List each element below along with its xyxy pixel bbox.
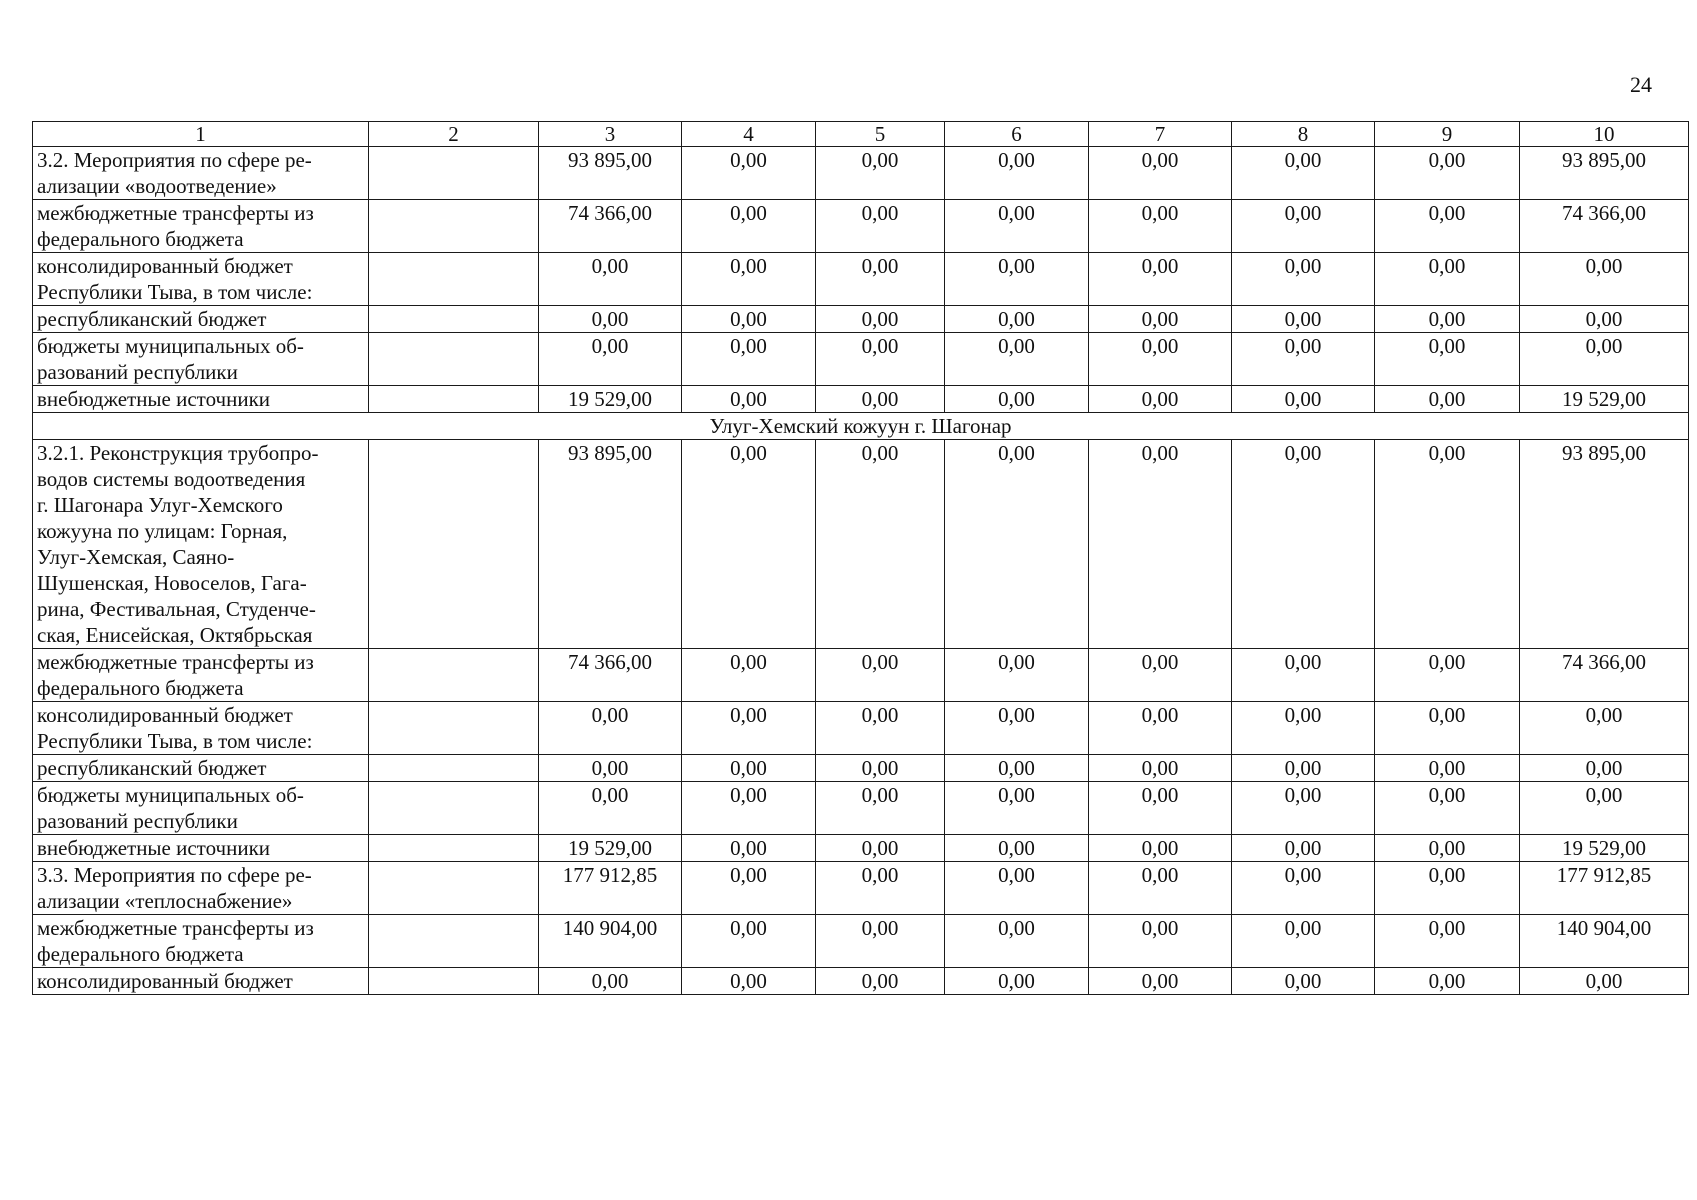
value-cell-col-4: 0,00 (682, 440, 816, 649)
table-row (33, 306, 1689, 333)
value-cell-col-8: 0,00 (1232, 782, 1375, 835)
value-cell-col-10: 0,00 (1520, 702, 1689, 755)
value-cell-col-4: 0,00 (682, 386, 816, 413)
value-cell-col-6: 0,00 (945, 333, 1089, 386)
row-label: внебюджетные источники (33, 386, 369, 413)
column-2-cell (369, 386, 539, 413)
value-cell-col-6: 0,00 (945, 835, 1089, 862)
value-cell-col-9: 0,00 (1375, 862, 1520, 915)
column-2-cell (369, 862, 539, 915)
column-2-cell (369, 306, 539, 333)
value-cell-col-8: 0,00 (1232, 968, 1375, 995)
value-cell-col-7: 0,00 (1089, 862, 1232, 915)
column-header-10: 10 (1520, 122, 1689, 147)
value-cell-col-8: 0,00 (1232, 835, 1375, 862)
value-cell-col-9: 0,00 (1375, 915, 1520, 968)
column-2-cell (369, 968, 539, 995)
row-label: межбюджетные трансферты из федерального бюджета (33, 200, 369, 253)
row-label: 3.2. Мероприятия по сфере ре- ализации «водоотведение» (33, 147, 369, 200)
value-cell-col-4: 0,00 (682, 782, 816, 835)
value-cell-col-8: 0,00 (1232, 333, 1375, 386)
row-label: республиканский бюджет (33, 755, 369, 782)
table-row (33, 782, 1689, 835)
value-cell-col-10: 74 366,00 (1520, 649, 1689, 702)
value-cell-col-5: 0,00 (816, 915, 945, 968)
value-cell-col-3: 0,00 (539, 782, 682, 835)
value-cell-col-10: 19 529,00 (1520, 835, 1689, 862)
value-cell-col-9: 0,00 (1375, 968, 1520, 995)
value-cell-col-7: 0,00 (1089, 649, 1232, 702)
value-cell-col-4: 0,00 (682, 649, 816, 702)
value-cell-col-9: 0,00 (1375, 333, 1520, 386)
column-header-3: 3 (539, 122, 682, 147)
column-header-8: 8 (1232, 122, 1375, 147)
column-header-6: 6 (945, 122, 1089, 147)
value-cell-col-3: 0,00 (539, 333, 682, 386)
value-cell-col-9: 0,00 (1375, 200, 1520, 253)
table-row (33, 333, 1689, 386)
row-label: межбюджетные трансферты из федерального бюджета (33, 915, 369, 968)
value-cell-col-8: 0,00 (1232, 200, 1375, 253)
value-cell-col-4: 0,00 (682, 968, 816, 995)
table-row (33, 200, 1689, 253)
value-cell-col-4: 0,00 (682, 835, 816, 862)
column-header-7: 7 (1089, 122, 1232, 147)
table-row (33, 147, 1689, 200)
value-cell-col-8: 0,00 (1232, 915, 1375, 968)
value-cell-col-3: 0,00 (539, 253, 682, 306)
value-cell-col-10: 0,00 (1520, 306, 1689, 333)
value-cell-col-5: 0,00 (816, 649, 945, 702)
value-cell-col-10: 177 912,85 (1520, 862, 1689, 915)
value-cell-col-7: 0,00 (1089, 755, 1232, 782)
value-cell-col-9: 0,00 (1375, 147, 1520, 200)
value-cell-col-10: 0,00 (1520, 968, 1689, 995)
value-cell-col-9: 0,00 (1375, 755, 1520, 782)
row-label: бюджеты муниципальных об- разований республики (33, 782, 369, 835)
column-2-cell (369, 782, 539, 835)
row-label: консолидированный бюджет Республики Тыва, в том числе: (33, 702, 369, 755)
table-row (33, 702, 1689, 755)
value-cell-col-5: 0,00 (816, 968, 945, 995)
value-cell-col-8: 0,00 (1232, 862, 1375, 915)
column-header-4: 4 (682, 122, 816, 147)
column-2-cell (369, 649, 539, 702)
value-cell-col-5: 0,00 (816, 147, 945, 200)
column-header-2: 2 (369, 122, 539, 147)
value-cell-col-3: 0,00 (539, 306, 682, 333)
value-cell-col-3: 177 912,85 (539, 862, 682, 915)
table-row (33, 755, 1689, 782)
column-header-9: 9 (1375, 122, 1520, 147)
column-2-cell (369, 333, 539, 386)
value-cell-col-7: 0,00 (1089, 386, 1232, 413)
column-2-cell (369, 915, 539, 968)
column-2-cell (369, 835, 539, 862)
value-cell-col-10: 74 366,00 (1520, 200, 1689, 253)
value-cell-col-9: 0,00 (1375, 702, 1520, 755)
value-cell-col-6: 0,00 (945, 782, 1089, 835)
column-2-cell (369, 440, 539, 649)
value-cell-col-7: 0,00 (1089, 782, 1232, 835)
value-cell-col-7: 0,00 (1089, 915, 1232, 968)
value-cell-col-3: 140 904,00 (539, 915, 682, 968)
value-cell-col-8: 0,00 (1232, 649, 1375, 702)
column-2-cell (369, 200, 539, 253)
table-row (33, 968, 1689, 995)
value-cell-col-7: 0,00 (1089, 702, 1232, 755)
value-cell-col-7: 0,00 (1089, 333, 1232, 386)
value-cell-col-5: 0,00 (816, 702, 945, 755)
value-cell-col-8: 0,00 (1232, 440, 1375, 649)
table-row (33, 915, 1689, 968)
value-cell-col-10: 0,00 (1520, 755, 1689, 782)
column-2-cell (369, 147, 539, 200)
value-cell-col-4: 0,00 (682, 755, 816, 782)
value-cell-col-5: 0,00 (816, 306, 945, 333)
value-cell-col-4: 0,00 (682, 200, 816, 253)
budget-table (32, 121, 1689, 995)
value-cell-col-6: 0,00 (945, 440, 1089, 649)
value-cell-col-7: 0,00 (1089, 306, 1232, 333)
header-row (33, 122, 1689, 147)
value-cell-col-10: 0,00 (1520, 782, 1689, 835)
value-cell-col-9: 0,00 (1375, 649, 1520, 702)
value-cell-col-8: 0,00 (1232, 147, 1375, 200)
value-cell-col-6: 0,00 (945, 702, 1089, 755)
row-label: республиканский бюджет (33, 306, 369, 333)
page-number: 24 (1630, 72, 1652, 97)
value-cell-col-6: 0,00 (945, 915, 1089, 968)
value-cell-col-6: 0,00 (945, 306, 1089, 333)
value-cell-col-6: 0,00 (945, 755, 1089, 782)
value-cell-col-5: 0,00 (816, 200, 945, 253)
value-cell-col-6: 0,00 (945, 200, 1089, 253)
value-cell-col-3: 93 895,00 (539, 147, 682, 200)
value-cell-col-5: 0,00 (816, 862, 945, 915)
table-row (33, 440, 1689, 649)
row-label: внебюджетные источники (33, 835, 369, 862)
row-label: бюджеты муниципальных об- разований республики (33, 333, 369, 386)
column-2-cell (369, 253, 539, 306)
row-label: 3.2.1. Реконструкция трубопро- водов системы водоотведения г. Шагонара Улуг-Хемского кожууна по улицам: Горная, Улуг-Хемская, Саяно- Шушенская, Новоселов, Гага- рина, Фестивальная, Студенче- ская, Енисейская, Октябрьская (33, 440, 369, 649)
value-cell-col-7: 0,00 (1089, 968, 1232, 995)
row-label: консолидированный бюджет (33, 968, 369, 995)
table-row (33, 835, 1689, 862)
row-label: 3.3. Мероприятия по сфере ре- ализации «теплоснабжение» (33, 862, 369, 915)
value-cell-col-3: 93 895,00 (539, 440, 682, 649)
value-cell-col-9: 0,00 (1375, 306, 1520, 333)
value-cell-col-5: 0,00 (816, 755, 945, 782)
value-cell-col-9: 0,00 (1375, 386, 1520, 413)
column-2-cell (369, 755, 539, 782)
table-row (33, 649, 1689, 702)
value-cell-col-4: 0,00 (682, 306, 816, 333)
table-row (33, 253, 1689, 306)
value-cell-col-5: 0,00 (816, 835, 945, 862)
value-cell-col-5: 0,00 (816, 782, 945, 835)
value-cell-col-4: 0,00 (682, 333, 816, 386)
value-cell-col-3: 19 529,00 (539, 386, 682, 413)
value-cell-col-10: 93 895,00 (1520, 440, 1689, 649)
table-row (33, 862, 1689, 915)
row-label: консолидированный бюджет Республики Тыва, в том числе: (33, 253, 369, 306)
value-cell-col-10: 0,00 (1520, 333, 1689, 386)
value-cell-col-3: 0,00 (539, 755, 682, 782)
value-cell-col-7: 0,00 (1089, 440, 1232, 649)
table-header (33, 122, 1689, 147)
value-cell-col-4: 0,00 (682, 147, 816, 200)
value-cell-col-10: 140 904,00 (1520, 915, 1689, 968)
value-cell-col-8: 0,00 (1232, 306, 1375, 333)
value-cell-col-5: 0,00 (816, 386, 945, 413)
table-body (33, 147, 1689, 995)
value-cell-col-9: 0,00 (1375, 440, 1520, 649)
value-cell-col-9: 0,00 (1375, 253, 1520, 306)
value-cell-col-7: 0,00 (1089, 147, 1232, 200)
value-cell-col-6: 0,00 (945, 147, 1089, 200)
value-cell-col-6: 0,00 (945, 968, 1089, 995)
value-cell-col-10: 0,00 (1520, 253, 1689, 306)
column-header-5: 5 (816, 122, 945, 147)
value-cell-col-6: 0,00 (945, 862, 1089, 915)
value-cell-col-5: 0,00 (816, 440, 945, 649)
table-row (33, 386, 1689, 413)
value-cell-col-10: 19 529,00 (1520, 386, 1689, 413)
column-2-cell (369, 702, 539, 755)
value-cell-col-4: 0,00 (682, 253, 816, 306)
value-cell-col-4: 0,00 (682, 702, 816, 755)
value-cell-col-5: 0,00 (816, 333, 945, 386)
value-cell-col-4: 0,00 (682, 862, 816, 915)
value-cell-col-3: 74 366,00 (539, 200, 682, 253)
section-row (33, 413, 1689, 440)
value-cell-col-10: 93 895,00 (1520, 147, 1689, 200)
value-cell-col-8: 0,00 (1232, 702, 1375, 755)
value-cell-col-3: 0,00 (539, 702, 682, 755)
value-cell-col-8: 0,00 (1232, 253, 1375, 306)
value-cell-col-9: 0,00 (1375, 782, 1520, 835)
value-cell-col-7: 0,00 (1089, 253, 1232, 306)
value-cell-col-6: 0,00 (945, 253, 1089, 306)
value-cell-col-7: 0,00 (1089, 200, 1232, 253)
section-title: Улуг-Хемский кожуун г. Шагонар (33, 413, 1689, 440)
value-cell-col-8: 0,00 (1232, 755, 1375, 782)
value-cell-col-4: 0,00 (682, 915, 816, 968)
value-cell-col-3: 0,00 (539, 968, 682, 995)
value-cell-col-8: 0,00 (1232, 386, 1375, 413)
value-cell-col-6: 0,00 (945, 649, 1089, 702)
value-cell-col-3: 19 529,00 (539, 835, 682, 862)
value-cell-col-5: 0,00 (816, 253, 945, 306)
value-cell-col-6: 0,00 (945, 386, 1089, 413)
row-label: межбюджетные трансферты из федерального бюджета (33, 649, 369, 702)
column-header-1: 1 (33, 122, 369, 147)
value-cell-col-9: 0,00 (1375, 835, 1520, 862)
value-cell-col-7: 0,00 (1089, 835, 1232, 862)
value-cell-col-3: 74 366,00 (539, 649, 682, 702)
